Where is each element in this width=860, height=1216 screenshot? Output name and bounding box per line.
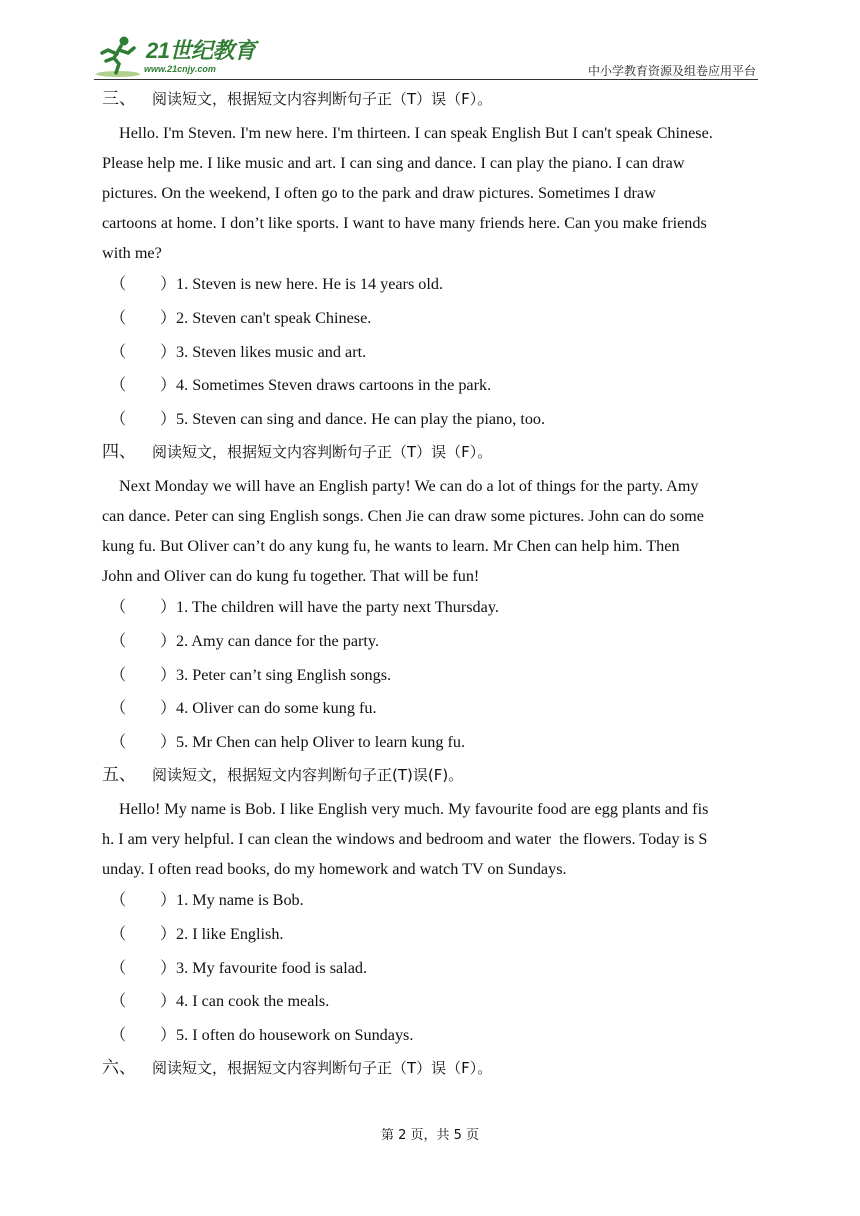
- question-item: [102, 726, 760, 760]
- answer-blank-close: ）: [160, 733, 177, 752]
- page-header: [94, 30, 758, 82]
- question-item: [102, 692, 760, 726]
- question-text: 3. Peter can’t sing English songs.: [176, 665, 392, 684]
- section-title: [102, 84, 760, 114]
- answer-blank-open[interactable]: （: [110, 275, 127, 293]
- question-text: 3. My favourite food is salad.: [176, 958, 368, 977]
- answer-blank-open[interactable]: （: [110, 597, 127, 616]
- passage-line: Next Monday we will have an English party! We can do a lot of things for the party. Amy: [119, 476, 699, 495]
- passage-line: Hello! My name is Bob. I like English very much. My favourite food are egg plants and fis: [119, 799, 709, 818]
- question-item: [102, 1019, 760, 1053]
- section-number: 四、: [102, 441, 136, 462]
- answer-blank-open[interactable]: （: [110, 376, 127, 395]
- question-item: [102, 591, 760, 625]
- section-title: [102, 437, 760, 467]
- section-instruction: 阅读短文，根据短文内容判断句子正（T）误（F）。: [152, 442, 493, 461]
- question-item: [102, 302, 760, 336]
- question-text: 4. Oliver can do some kung fu.: [176, 699, 377, 718]
- reading-passage: [102, 471, 760, 591]
- passage-line: John and Oliver can do kung fu together. That will be fun!: [102, 566, 480, 585]
- answer-blank-close: ）: [160, 699, 177, 718]
- section-title: [102, 1053, 760, 1083]
- question-item: [102, 336, 760, 370]
- answer-blank-close: ）: [160, 275, 177, 293]
- answer-blank-close: ）: [160, 924, 177, 943]
- question-item: [102, 952, 760, 986]
- answer-blank-open[interactable]: （: [110, 924, 127, 943]
- section-instruction: 阅读短文，根据短文内容判断句子正（T）误（F）。: [152, 90, 493, 108]
- passage-line: with me?: [102, 244, 162, 262]
- question-text: 1. My name is Bob.: [176, 890, 304, 909]
- section-title: [102, 760, 760, 790]
- passage-line: Hello. I'm Steven. I'm new here. I'm thirteen. I can speak English But I can't speak Chinese.: [119, 124, 713, 142]
- section-2: [102, 437, 760, 760]
- answer-blank-close: ）: [160, 665, 177, 684]
- answer-blank-close: ）: [160, 597, 177, 616]
- question-text: 4. Sometimes Steven draws cartoons in the park.: [176, 376, 492, 395]
- runner-logo-icon: [94, 34, 144, 78]
- answer-blank-open[interactable]: （: [110, 733, 127, 752]
- answer-blank-open[interactable]: （: [110, 665, 127, 684]
- question-text: 2. I like English.: [176, 924, 284, 943]
- answer-blank-open[interactable]: （: [110, 992, 127, 1011]
- passage-line: Please help me. I like music and art. I can sing and dance. I can play the piano. I can draw: [102, 154, 685, 172]
- section-instruction: 阅读短文，根据短文内容判断句子正（T）误（F）。: [152, 1058, 493, 1077]
- header-divider: [94, 79, 758, 80]
- question-text: 1. Steven is new here. He is 14 years old.: [176, 275, 444, 293]
- question-text: 5. I often do housework on Sundays.: [176, 1026, 414, 1045]
- answer-blank-close: ）: [160, 631, 177, 650]
- logo-text: 21世纪教育: [146, 38, 256, 63]
- platform-name: 中小学教育资源及组卷应用平台: [587, 64, 756, 78]
- passage-line: pictures. On the weekend, I often go to the park and draw pictures. Sometimes I draw: [102, 184, 656, 202]
- passage-line: unday. I often read books, do my homework and watch TV on Sundays.: [102, 859, 567, 878]
- question-text: 5. Steven can sing and dance. He can play the piano, too.: [176, 410, 546, 429]
- question-item: [102, 884, 760, 918]
- question-item: [102, 369, 760, 403]
- answer-blank-close: ）: [160, 1026, 177, 1045]
- answer-blank-close: ）: [160, 376, 177, 395]
- passage-line: can dance. Peter can sing English songs. Chen Jie can draw some pictures. John can do some: [102, 506, 704, 525]
- question-text: 3. Steven likes music and art.: [176, 342, 367, 361]
- answer-blank-open[interactable]: （: [110, 699, 127, 718]
- answer-blank-open[interactable]: （: [110, 342, 127, 361]
- answer-blank-close: ）: [160, 410, 177, 429]
- question-text: 4. I can cook the meals.: [176, 992, 330, 1011]
- section-number: 五、: [102, 764, 136, 785]
- passage-line: cartoons at home. I don’t like sports. I want to have many friends here. Can you make friends: [102, 214, 707, 232]
- answer-blank-open[interactable]: （: [110, 890, 127, 909]
- passage-line: kung fu. But Oliver can’t do any kung fu, he wants to learn. Mr Chen can help him. Then: [102, 536, 680, 555]
- answer-blank-close: ）: [160, 958, 177, 977]
- section-number: 三、: [102, 89, 136, 109]
- reading-passage: [102, 794, 760, 884]
- question-text: 2. Steven can't speak Chinese.: [176, 308, 372, 327]
- question-item: [102, 985, 760, 1019]
- question-text: 2. Amy can dance for the party.: [176, 631, 380, 650]
- logo: [94, 34, 274, 78]
- question-item: [102, 268, 760, 302]
- question-item: [102, 659, 760, 693]
- answer-blank-close: ）: [160, 890, 177, 909]
- answer-blank-close: ）: [160, 308, 177, 327]
- page-footer: 第 2 页，共 5 页: [380, 1128, 480, 1143]
- passage-line: h. I am very helpful. I can clean the windows and bedroom and water the flowers. Today is S: [102, 829, 708, 848]
- question-text: 1. The children will have the party next Thursday.: [176, 597, 499, 616]
- answer-blank-open[interactable]: （: [110, 410, 127, 429]
- answer-blank-open[interactable]: （: [110, 631, 127, 650]
- answer-blank-close: ）: [160, 992, 177, 1011]
- document-body: [102, 84, 760, 1083]
- section-1: [102, 84, 760, 437]
- section-instruction: 阅读短文，根据短文内容判断句子正(T)误(F)。: [152, 765, 464, 784]
- question-item: [102, 625, 760, 659]
- answer-blank-open[interactable]: （: [110, 1026, 127, 1045]
- section-3: [102, 760, 760, 1053]
- section-number: 六、: [102, 1057, 136, 1078]
- section-4: [102, 1053, 760, 1083]
- logo-url: www.21cnjy.com: [144, 64, 216, 74]
- question-text: 5. Mr Chen can help Oliver to learn kung fu.: [176, 733, 466, 752]
- answer-blank-open[interactable]: （: [110, 308, 127, 327]
- reading-passage: [102, 118, 760, 268]
- question-item: [102, 918, 760, 952]
- answer-blank-open[interactable]: （: [110, 958, 127, 977]
- question-item: [102, 403, 760, 437]
- answer-blank-close: ）: [160, 342, 177, 361]
